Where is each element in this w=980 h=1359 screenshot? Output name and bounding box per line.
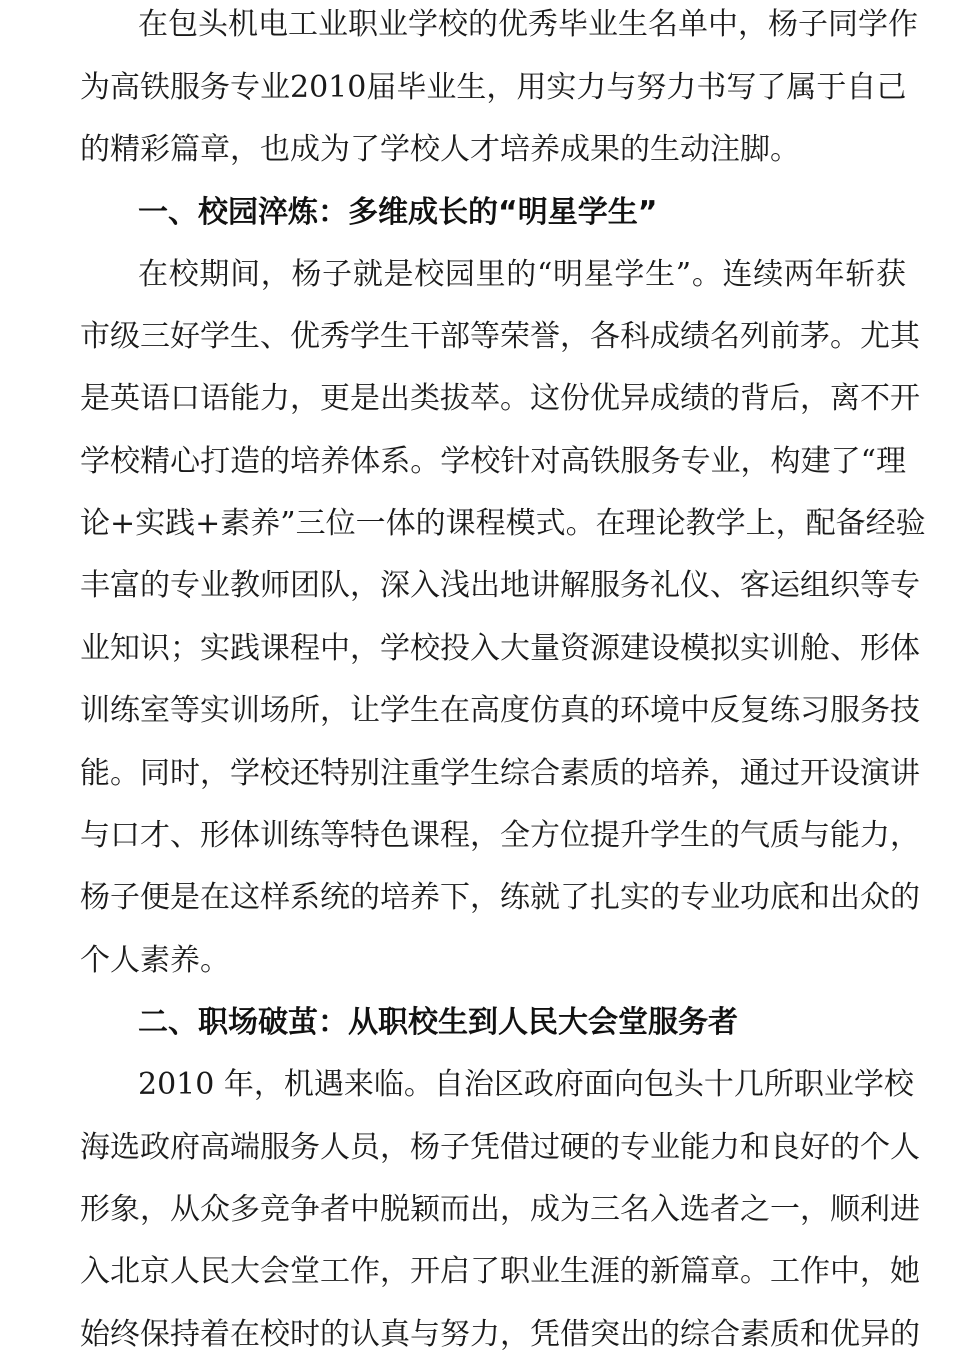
section1-line-7: 业知识；实践课程中，学校投入大量资源建设模拟实训舱、形体 — [80, 631, 920, 666]
section-heading-2: 二、职场破茧：从职校生到人民大会堂服务者 — [138, 1005, 738, 1040]
intro-line-3: 的精彩篇章，也成为了学校人才培养成果的生动注脚。 — [80, 132, 800, 167]
section1-line-4: 学校精心打造的培养体系。学校针对高铁服务专业，构建了“理 — [80, 444, 906, 479]
section1-line-1: 在校期间，杨子就是校园里的“明星学生”。连续两年斩获 — [138, 257, 906, 292]
section1-line-5: 论+实践+素养”三位一体的课程模式。在理论教学上，配备经验 — [80, 506, 926, 541]
section1-line-3: 是英语口语能力，更是出类拔萃。这份优异成绩的背后，离不开 — [80, 381, 920, 416]
intro-line-2: 为高铁服务专业2010届毕业生，用实力与努力书写了属于自己 — [80, 70, 907, 105]
section1-line-8: 训练室等实训场所，让学生在高度仿真的环境中反复练习服务技 — [80, 693, 920, 728]
section2-line-1: 2010 年，机遇来临。自治区政府面向包头十几所职业学校 — [138, 1067, 914, 1102]
section1-line-12: 个人素养。 — [80, 943, 230, 978]
section1-line-9: 能。同时，学校还特别注重学生综合素质的培养，通过开设演讲 — [80, 756, 920, 791]
section2-line-3: 形象，从众多竞争者中脱颖而出，成为三名入选者之一，顺利进 — [80, 1192, 920, 1227]
section2-line-5: 始终保持着在校时的认真与努力，凭借突出的综合素质和优异的 — [80, 1317, 920, 1352]
section1-line-11: 杨子便是在这样系统的培养下，练就了扎实的专业功底和出众的 — [80, 880, 920, 915]
section1-line-10: 与口才、形体训练等特色课程，全方位提升学生的气质与能力， — [80, 818, 920, 853]
section1-line-2: 市级三好学生、优秀学生干部等荣誉，各科成绩名列前茅。尤其 — [80, 319, 920, 354]
section-heading-1: 一、校园淬炼：多维成长的“明星学生” — [138, 195, 658, 230]
intro-line-1: 在包头机电工业职业学校的优秀毕业生名单中，杨子同学作 — [138, 7, 918, 42]
section1-line-6: 丰富的专业教师团队，深入浅出地讲解服务礼仪、客运组织等专 — [80, 568, 920, 603]
section2-line-4: 入北京人民大会堂工作，开启了职业生涯的新篇章。工作中，她 — [80, 1254, 920, 1289]
section2-line-2: 海选政府高端服务人员，杨子凭借过硬的专业能力和良好的个人 — [80, 1130, 920, 1165]
